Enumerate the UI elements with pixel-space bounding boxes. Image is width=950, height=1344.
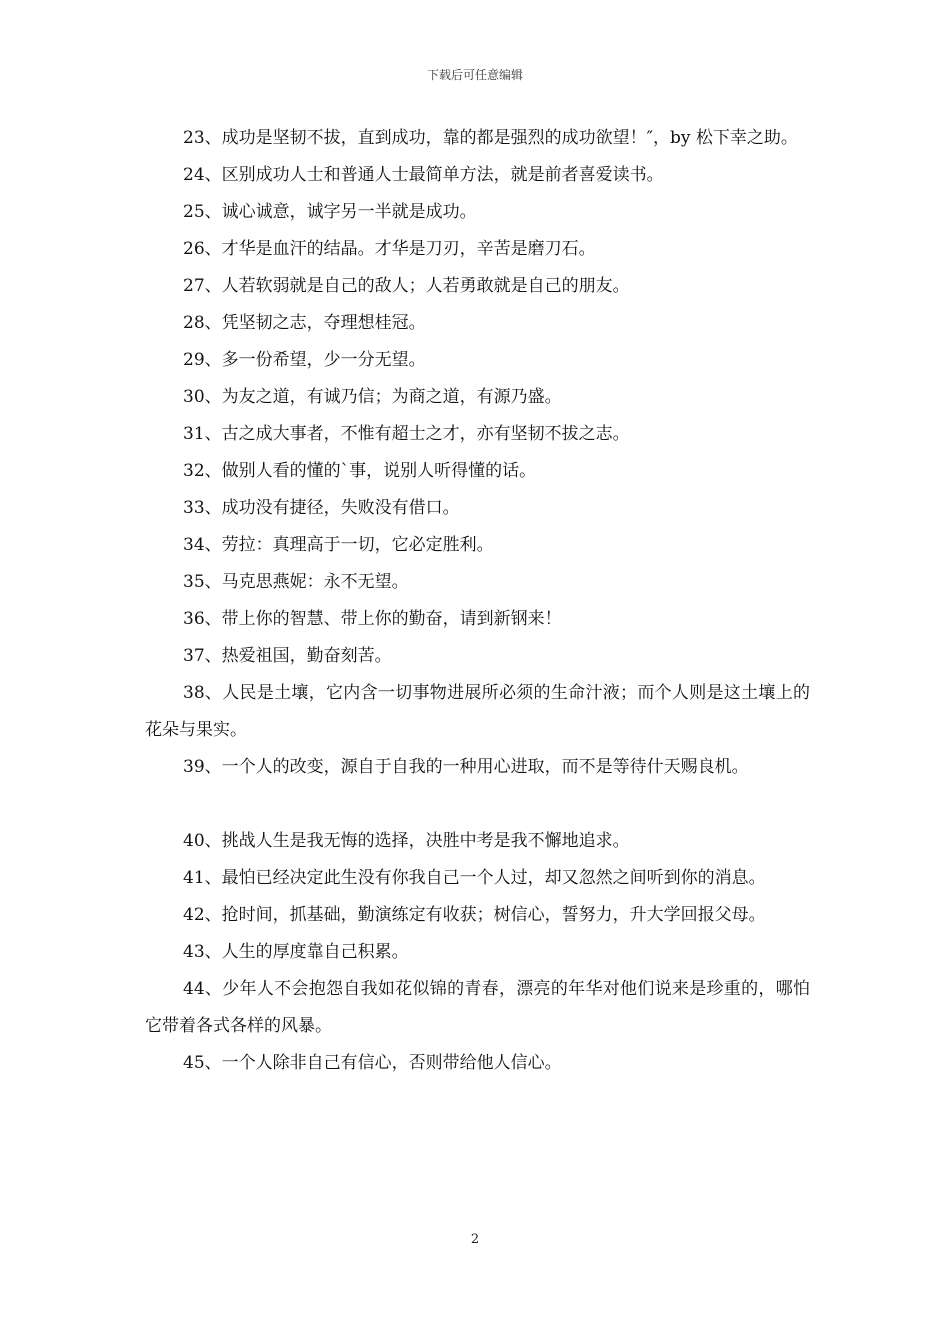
quote-paragraph: 43、人生的厚度靠自己积累。 <box>183 942 409 962</box>
quote-paragraph: 28、凭坚韧之志，夺理想桂冠。 <box>183 313 426 333</box>
quote-paragraph: 34、劳拉：真理高于一切，它必定胜利。 <box>183 535 494 555</box>
quote-paragraph: 42、抢时间，抓基础，勤演练定有收获；树信心，誓努力，升大学回报父母。 <box>183 905 766 925</box>
quote-paragraph: 44、少年人不会抱怨自我如花似锦的青春，漂亮的年华对他们说来是珍重的，哪怕它带着各式各样的风暴。 <box>145 979 810 1036</box>
quote-paragraph: 32、做别人看的懂的`事，说别人听得懂的话。 <box>183 461 537 481</box>
quote-paragraph: 45、一个人除非自己有信心，否则带给他人信心。 <box>183 1053 562 1073</box>
quote-paragraph: 31、古之成大事者，不惟有超士之才，亦有坚韧不拔之志。 <box>183 424 630 444</box>
page-header: 下载后可任意编辑 <box>426 68 523 82</box>
quote-paragraph: 33、成功没有捷径，失败没有借口。 <box>183 498 460 518</box>
quote-paragraph: 25、诚心诚意，诚字另一半就是成功。 <box>183 202 477 222</box>
quote-paragraph: 24、区别成功人士和普通人士最简单方法，就是前者喜爱读书。 <box>183 165 664 185</box>
quote-paragraph: 40、挑战人生是我无悔的选择，决胜中考是我不懈地追求。 <box>183 831 630 851</box>
quote-paragraph: 41、最怕已经决定此生没有你我自己一个人过，却又忽然之间听到你的消息。 <box>183 868 766 888</box>
quote-paragraph: 26、才华是血汗的结晶。才华是刀刃，辛苦是磨刀石。 <box>183 239 596 259</box>
page-number: 2 <box>470 1232 480 1247</box>
quote-paragraph: 23、成功是坚韧不拔，直到成功，靠的都是强烈的成功欲望！″，by 松下幸之助。 <box>183 128 798 148</box>
quote-paragraph: 35、马克思燕妮：永不无望。 <box>183 572 409 592</box>
quote-paragraph: 38、人民是土壤，它内含一切事物进展所必须的生命汁液；而个人则是这土壤上的花朵与果实。 <box>145 683 810 740</box>
quote-paragraph: 27、人若软弱就是自己的敌人；人若勇敢就是自己的朋友。 <box>183 276 630 296</box>
quote-paragraph: 29、多一份希望，少一分无望。 <box>183 350 426 370</box>
document-body <box>145 120 810 1082</box>
quote-paragraph: 37、热爱祖国，勤奋刻苦。 <box>183 646 392 666</box>
quote-paragraph: 36、带上你的智慧、带上你的勤奋，请到新钢来！ <box>183 609 562 629</box>
quote-paragraph: 30、为友之道，有诚乃信；为商之道，有源乃盛。 <box>183 387 562 407</box>
quote-paragraph: 39、一个人的改变，源自于自我的一种用心进取，而不是等待什天赐良机。 <box>183 757 749 777</box>
